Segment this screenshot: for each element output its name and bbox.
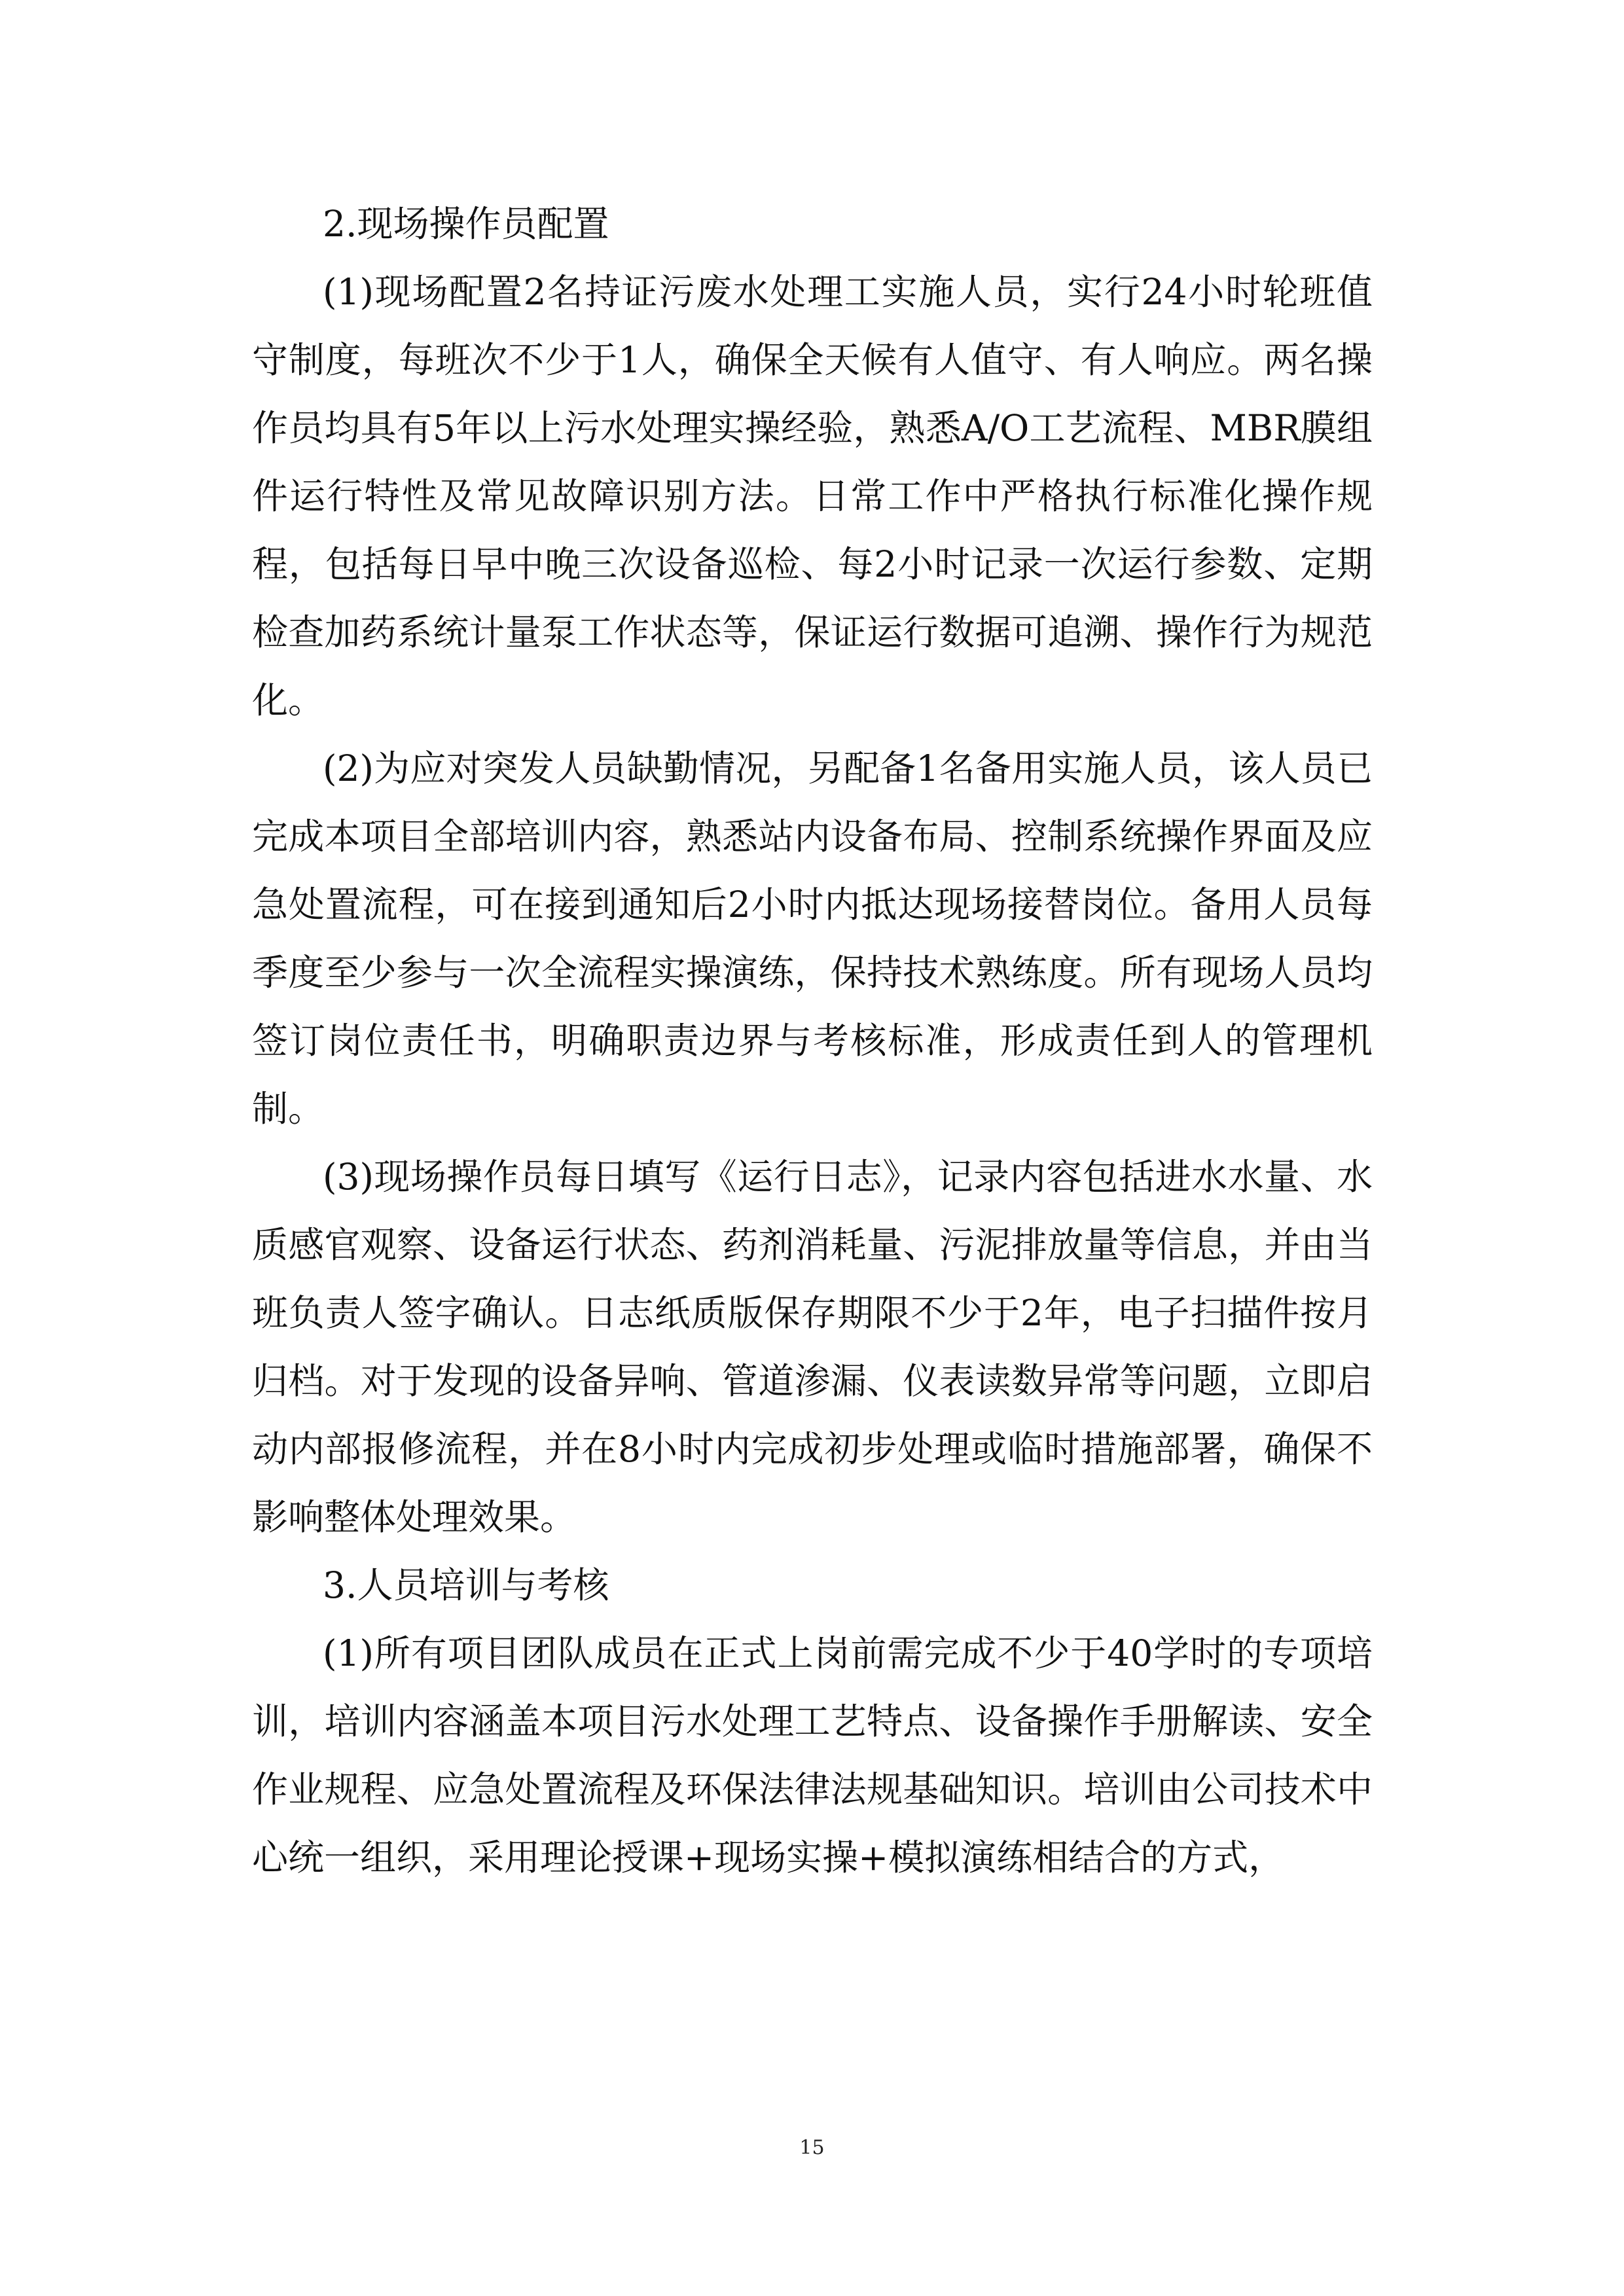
document-body: [252, 190, 1373, 1892]
paragraph-onsite-staffing: (1)现场配置2名持证污废水处理工实施人员，实行24小时轮班值守制度，每班次不少于1人，确保全天候有人值守、有人响应。两名操作员均具有5年以上污水处理实操经验，熟悉A/O工艺流程、MBR膜组件运行特性及常见故障识别方法。日常工作中严格执行标准化操作规程，包括每日早中晚三次设备巡检、每2小时记录一次运行参数、定期检查加药系统计量泵工作状态等，保证运行数据可追溯、操作行为规范化。: [252, 271, 1373, 721]
page-number: 15: [799, 2136, 825, 2159]
paragraph-training-requirements: (1)所有项目团队成员在正式上岗前需完成不少于40学时的专项培训，培训内容涵盖本项目污水处理工艺特点、设备操作手册解读、安全作业规程、应急处置流程及环保法律法规基础知识。培训由公司技术中心统一组织，采用理论授课+现场实操+模拟演练相结合的方式，: [252, 1632, 1373, 1878]
section-heading-operator-config: 2.现场操作员配置: [323, 203, 609, 245]
section-heading-training: 3.人员培训与考核: [323, 1564, 609, 1606]
paragraph-backup-staff: (2)为应对突发人员缺勤情况，另配备1名备用实施人员，该人员已完成本项目全部培训内容，熟悉站内设备布局、控制系统操作界面及应急处置流程，可在接到通知后2小时内抵达现场接替岗位。备用人员每季度至少参与一次全流程实操演练，保持技术熟练度。所有现场人员均签订岗位责任书，明确职责边界与考核标准，形成责任到人的管理机制。: [252, 747, 1373, 1130]
paragraph-operation-log: (3)现场操作员每日填写《运行日志》，记录内容包括进水水量、水质感官观察、设备运行状态、药剂消耗量、污泥排放量等信息，并由当班负责人签字确认。日志纸质版保存期限不少于2年，电子扫描件按月归档。对于发现的设备异响、管道渗漏、仪表读数异常等问题，立即启动内部报修流程，并在8小时内完成初步处理或临时措施部署，确保不影响整体处理效果。: [252, 1156, 1373, 1538]
